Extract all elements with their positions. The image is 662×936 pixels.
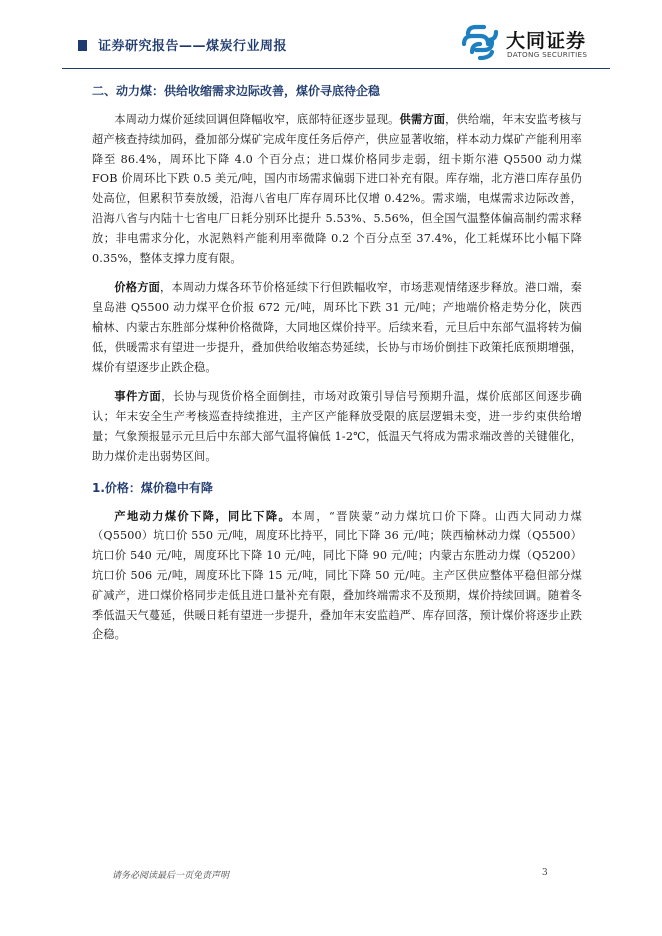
para2-bold-label: 价格方面 — [114, 280, 161, 295]
logo-chinese-name: 大同证券 — [506, 30, 587, 52]
report-body — [92, 82, 582, 655]
report-title: 证券研究报告——煤炭行业周报 — [98, 39, 288, 54]
para1-bold-label: 供需方面 — [399, 112, 446, 126]
datong-logo-icon — [460, 24, 500, 62]
page-number: 3 — [542, 868, 548, 878]
para3-text: ，长协与现货价格全面倒挂，市场对政策引导信号预期升温，煤价底部区间逐步确认；年末安全生产考核巡查持续推进，主产区产能释放受限的底层逻辑未变，进一步约束供给增量；气象预报显示元旦后中东部大部气温将偏低 1-2℃，低温天气将成为需求端改善的关键催化，助力煤价走出弱势区间。 — [92, 390, 582, 463]
para4-bold-label: 产地动力煤价下降，同比下降。 — [114, 508, 292, 523]
paragraph-supply-demand — [92, 110, 582, 268]
disclaimer-note: 请务必阅读最后一页免责声明 — [112, 871, 230, 881]
paragraph-events — [92, 387, 582, 466]
para1-intro: 本周动力煤价延续回调但降幅收窄，底部特征逐步显现。 — [114, 113, 400, 126]
page-header — [62, 22, 610, 69]
paragraph-origin-price — [92, 507, 582, 646]
para2-text: ，本周动力煤各环节价格延续下行但跌幅收窄，市场悲观情绪逐步释放。港口端，秦皇岛港 Q5500 动力煤平仓价报 672 元/吨，周环比下跌 31 元/吨；产地端价格走势分化，陕西榆林、内蒙古东胜部分煤种价格微降，大同地区煤价持平。后续来看，元旦后中东部气温将转为偏低，供暖需求有望进一步提升，叠加供给收缩态势延续，长协与市场价倒挂下政策托底预期增强，煤价有望逐步止跌企稳。 — [92, 281, 582, 374]
section-heading: 二、动力煤：供给收缩需求边际改善，煤价寻底待企稳 — [92, 84, 381, 98]
header-square-marker — [78, 40, 87, 51]
para3-bold-label: 事件方面 — [114, 389, 162, 404]
para4-text: 本周，“晋陕蒙”动力煤坑口价下降。山西大同动力煤（Q5500）坑口价 550 元/吨，周度环比持平，同比下降 36 元/吨；陕西榆林动力煤（Q5500）坑口价 540 元/吨，周度环比下降 10 元/吨，同比下降 90 元/吨；内蒙古东胜动力煤（Q5200）坑口价 506 元/吨，周度环比下降 15 元/吨，同比下降 50 元/吨。主产区供应整体平稳但部分煤矿减产，进口煤价格同步走低且进口量补充有限，叠加终端需求不及预期，煤价持续回调。随着冬季低温天气蔓延，供暖日耗有望进一步提升，叠加年末安监趋严、库存回落，预计煤价将逐步止跌企稳。 — [92, 509, 582, 642]
logo-english-name: DATONG SECURITIES — [507, 50, 588, 59]
company-logo — [460, 24, 608, 62]
paragraph-price — [92, 278, 582, 377]
para1-text: ，供给端，年末安监考核与超产核查持续加码，叠加部分煤矿完成年度任务后停产，供应显著收缩，样本动力煤矿产能利用率降至 86.4%，周环比下降 4.0 个百分点；进口煤价格同步走弱，纽卡斯尔港 Q5500 动力煤 FOB 价周环比下跌 0.5 美元/吨，国内市场需求偏弱下进口补充有限。库存端，北方港口库存虽仍处高位，但累积节奏放缓，沿海八省电厂库存周环比仅增 0.42%。需求端，电煤需求边际改善，沿海八省与内陆十七省电厂日耗分别环比提升 5.53%、5.56%，但全国气温整体偏高制约需求释放；非电需求分化，水泥熟料产能利用率微降 0.2 个百分点至 37.4%，化工耗煤环比小幅下降 0.35%，整体支撑力度有限。 — [92, 113, 582, 265]
subsection-heading: 1.价格：煤价稳中有降 — [92, 480, 213, 495]
